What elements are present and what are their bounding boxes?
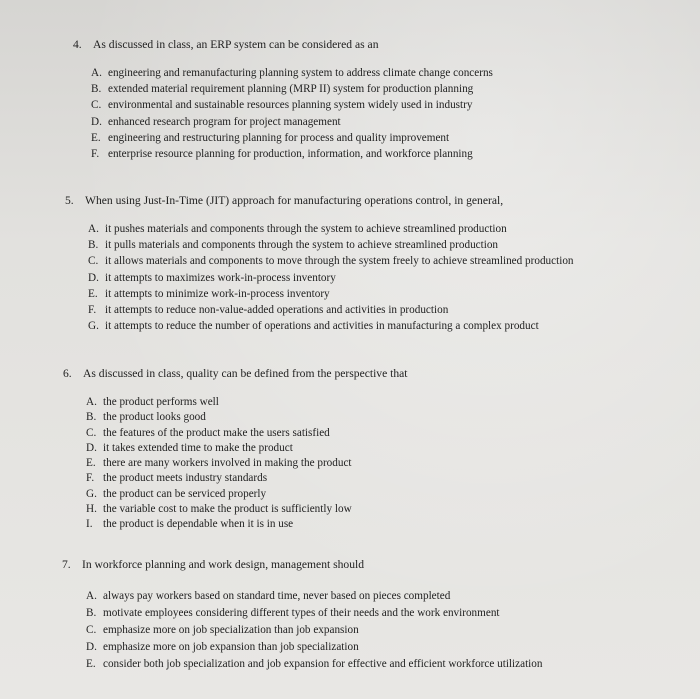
- option-letter: E.: [86, 658, 96, 670]
- option-item: [91, 130, 493, 146]
- option-letter: G.: [88, 320, 99, 333]
- option-item: [88, 221, 574, 237]
- option-letter: I.: [86, 518, 93, 531]
- option-text: it attempts to reduce non-value-added operations and activities in production: [105, 304, 449, 317]
- option-item: [86, 622, 542, 639]
- option-item: [91, 97, 493, 113]
- option-letter: C.: [86, 426, 97, 439]
- option-text: the variable cost to make the product is sufficiently low: [103, 503, 352, 516]
- option-letter: D.: [88, 271, 99, 284]
- option-text: it attempts to minimize work-in-process inventory: [105, 287, 330, 300]
- option-item: [86, 605, 542, 622]
- option-text: the product can be serviced properly: [103, 487, 267, 500]
- option-text: it attempts to reduce the number of operations and activities in manufacturing a complex product: [105, 320, 539, 333]
- option-letter: H.: [86, 503, 97, 516]
- option-list: [91, 65, 493, 162]
- option-letter: A.: [91, 67, 102, 79]
- option-item: [91, 81, 493, 97]
- option-letter: E.: [86, 457, 96, 470]
- option-text: always pay workers based on standard time, never based on pieces completed: [103, 590, 451, 602]
- option-letter: A.: [88, 223, 99, 235]
- question-number: 5.: [65, 194, 74, 207]
- option-item: [91, 114, 493, 130]
- option-item: [86, 588, 542, 605]
- option-text: emphasize more on job expansion than job specialization: [103, 641, 359, 653]
- option-letter: C.: [86, 624, 97, 636]
- option-text: it attempts to maximizes work-in-process inventory: [105, 271, 336, 284]
- option-item: [86, 471, 408, 486]
- option-text: motivate employees considering different types of their needs and the work environment: [103, 607, 500, 619]
- option-letter: B.: [86, 411, 97, 424]
- option-item: [86, 426, 408, 441]
- option-item: [86, 456, 408, 471]
- option-item: [86, 487, 408, 502]
- question-4: [73, 37, 493, 162]
- question-5: [65, 193, 574, 334]
- option-list: [86, 588, 542, 673]
- question-number: 7.: [62, 558, 71, 571]
- question-stem: [63, 366, 408, 381]
- option-item: [86, 410, 408, 425]
- option-letter: A.: [86, 590, 97, 602]
- option-text: it takes extended time to make the product: [103, 441, 293, 454]
- option-item: [88, 302, 574, 318]
- option-item: [88, 270, 574, 286]
- option-letter: B.: [88, 239, 99, 252]
- option-letter: B.: [91, 83, 102, 96]
- option-letter: F.: [91, 148, 100, 161]
- question-number: 4.: [73, 38, 82, 51]
- option-item: [86, 395, 408, 410]
- option-list: [88, 221, 574, 334]
- option-text: emphasize more on job specialization than job expansion: [103, 624, 359, 636]
- option-letter: F.: [86, 472, 95, 485]
- option-letter: D.: [86, 441, 97, 454]
- option-text: the product meets industry standards: [103, 472, 268, 485]
- option-letter: G.: [86, 487, 97, 500]
- question-stem: [65, 193, 574, 208]
- option-item: [88, 286, 574, 302]
- option-item: [91, 146, 493, 162]
- option-item: [86, 441, 408, 456]
- option-item: [86, 639, 542, 656]
- option-letter: B.: [86, 607, 97, 619]
- option-letter: E.: [88, 287, 98, 300]
- option-item: [86, 656, 542, 673]
- question-7: [62, 557, 542, 673]
- option-item: [88, 237, 574, 253]
- option-list: [86, 395, 408, 533]
- option-item: [88, 253, 574, 269]
- question-stem: [73, 37, 493, 52]
- option-item: [86, 502, 408, 517]
- option-letter: D.: [91, 115, 102, 128]
- option-text: enterprise resource planning for production, information, and workforce planning: [108, 148, 473, 161]
- option-text: engineering and restructuring planning for process and quality improvement: [108, 131, 450, 144]
- option-text: consider both job specialization and job expansion for effective and efficient workforce utilization: [103, 658, 543, 670]
- option-text: the product looks good: [103, 411, 206, 424]
- question-6: [63, 366, 408, 533]
- option-text: it allows materials and components to move through the system freely to achieve streamlined production: [105, 255, 574, 268]
- option-letter: C.: [91, 99, 102, 112]
- question-stem: [62, 557, 542, 572]
- option-letter: E.: [91, 131, 101, 144]
- option-letter: F.: [88, 304, 97, 317]
- option-text: environmental and sustainable resources planning system widely used in industry: [108, 99, 473, 112]
- question-text: As discussed in class, an ERP system can be considered as an: [93, 38, 379, 51]
- option-text: the product performs well: [103, 396, 219, 408]
- option-letter: D.: [86, 641, 97, 653]
- option-text: the product is dependable when it is in use: [103, 518, 294, 531]
- question-text: In workforce planning and work design, management should: [82, 558, 365, 571]
- option-item: [91, 65, 493, 81]
- option-text: engineering and remanufacturing planning system to address climate change concerns: [108, 67, 493, 79]
- option-text: enhanced research program for project management: [108, 115, 341, 128]
- option-letter: A.: [86, 396, 97, 408]
- question-number: 6.: [63, 367, 72, 380]
- option-item: [86, 517, 408, 532]
- question-text: As discussed in class, quality can be defined from the perspective that: [83, 367, 408, 380]
- option-item: [88, 318, 574, 334]
- option-text: the features of the product make the users satisfied: [103, 426, 330, 439]
- option-letter: C.: [88, 255, 99, 268]
- question-text: When using Just-In-Time (JIT) approach for manufacturing operations control, in general,: [85, 194, 504, 207]
- option-text: there are many workers involved in making the product: [103, 457, 352, 470]
- option-text: it pushes materials and components through the system to achieve streamlined production: [105, 223, 507, 235]
- option-text: it pulls materials and components through the system to achieve streamlined production: [105, 239, 499, 252]
- option-text: extended material requirement planning (MRP II) system for production planning: [108, 83, 474, 96]
